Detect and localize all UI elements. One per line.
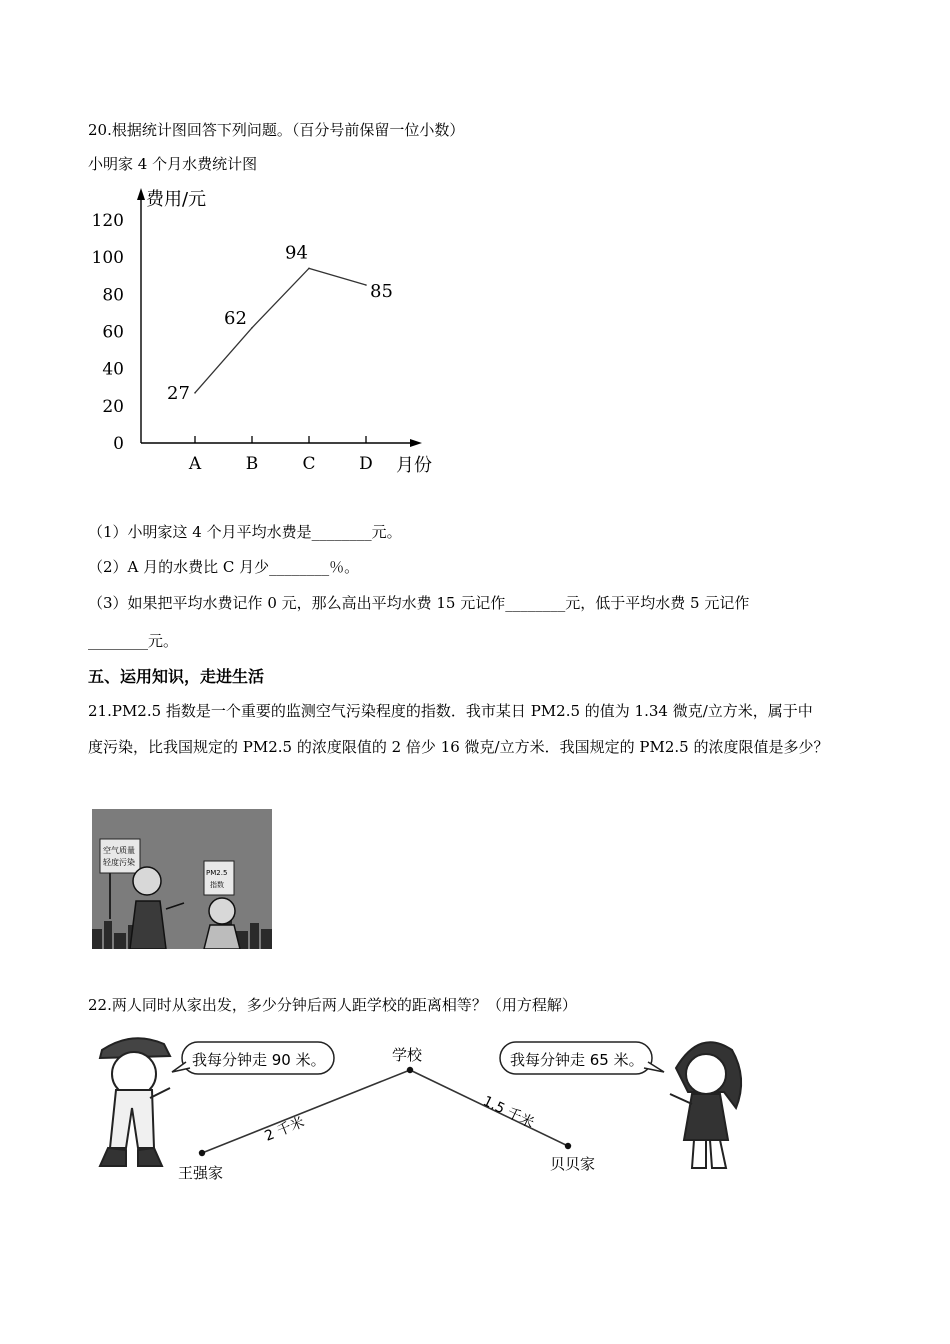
wang-home-point — [199, 1150, 205, 1156]
q22-stem: 22.两人同时从家出发，多少分钟后两人距学校的距离相等？（用方程解） — [88, 996, 577, 1014]
pollution-illustration — [92, 809, 272, 949]
x-tick-label: C — [302, 454, 316, 474]
q20-stem: 20.根据统计图回答下列问题。（百分号前保留一位小数） — [88, 121, 465, 139]
girl-cartoon — [670, 1042, 741, 1168]
beibei-home-label: 贝贝家 — [550, 1155, 596, 1173]
data-label: 62 — [224, 307, 247, 329]
sign-text-line1: 空气质量 — [103, 846, 135, 855]
distance-left-label: 2 千米 — [262, 1114, 307, 1145]
q20-sub3-cont: ________元。 — [88, 632, 179, 650]
distance-right-label: 1.5 千米 — [480, 1093, 537, 1132]
school-point — [407, 1067, 413, 1073]
sign-text-line2: 轻度污染 — [103, 858, 135, 867]
data-label: 94 — [285, 242, 308, 264]
data-point — [365, 284, 367, 286]
poster-text-line1: PM2.5 — [206, 869, 228, 877]
pm25-poster — [204, 861, 234, 895]
data-point — [194, 392, 196, 394]
chart-title: 小明家 4 个月水费统计图 — [88, 155, 258, 173]
data-label: 85 — [370, 281, 393, 303]
y-tick-label: 40 — [102, 359, 124, 380]
x-axis — [141, 439, 422, 447]
x-axis-label: 月份 — [396, 455, 432, 476]
data-point — [308, 268, 310, 270]
q20-sub2: （2）A 月的水费比 C 月少________％。 — [88, 558, 360, 576]
water-fee-line-chart — [88, 180, 448, 480]
q20-sub3: （3）如果把平均水费记作 0 元，那么高出平均水费 15 元记作________元，低于平均水费 5 元记作 — [88, 594, 750, 612]
y-tick-label: 0 — [113, 434, 124, 454]
y-tick-label: 100 — [91, 248, 124, 269]
y-axis-label: 费用/元 — [146, 189, 207, 210]
y-tick-label: 60 — [102, 322, 124, 343]
route-illustration — [92, 1028, 772, 1188]
girl-speech-text: 我每分钟走 65 米。 — [510, 1051, 644, 1069]
boy-speech-text: 我每分钟走 90 米。 — [192, 1051, 326, 1069]
y-axis — [137, 188, 145, 443]
wang-home-label: 王强家 — [178, 1164, 224, 1182]
x-tick-label: B — [245, 454, 259, 474]
section-heading: 五、运用知识，走进生活 — [88, 667, 265, 686]
q21-line2: 度污染，比我国规定的 PM2.5 的浓度限值的 2 倍少 16 微克/立方米．我国规定的 PM2.5 的浓度限值是多少？ — [88, 738, 829, 756]
school-label: 学校 — [392, 1046, 423, 1064]
q21-line1: 21.PM2.5 指数是一个重要的监测空气污染程度的指数．我市某日 PM2.5 的值为 1.34 微克/立方米，属于中 — [88, 702, 813, 720]
y-tick-label: 20 — [102, 396, 124, 417]
q20-sub1: （1）小明家这 4 个月平均水费是________元。 — [88, 523, 402, 541]
x-tick-label: D — [359, 454, 373, 474]
protest-sign — [100, 839, 140, 873]
data-point — [251, 327, 253, 329]
poster-text-line2: 指数 — [210, 881, 224, 889]
y-tick-label: 80 — [102, 285, 124, 306]
beibei-home-point — [565, 1143, 571, 1149]
series-line — [195, 268, 366, 393]
y-tick-label: 120 — [91, 211, 124, 231]
data-label: 27 — [167, 382, 190, 404]
boy-cartoon — [100, 1038, 170, 1166]
x-tick-label: A — [188, 454, 202, 474]
